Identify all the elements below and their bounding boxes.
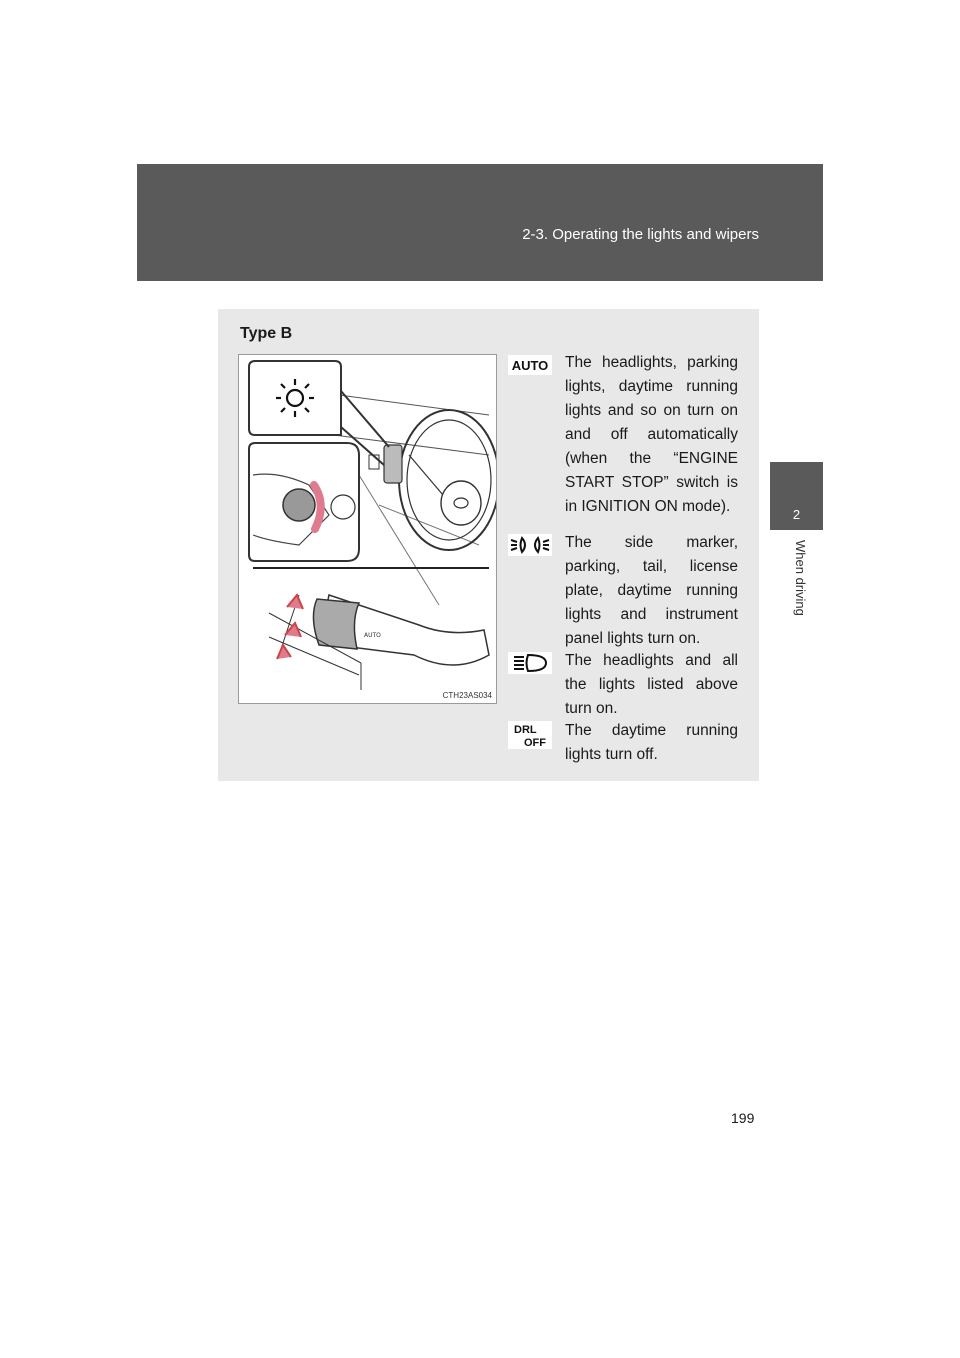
item-description: The headlights, parking lights, daytime running lights and so on turn on and off automatically (when the “ENGINE START STOP” switch is in IGNITION ON mode). bbox=[565, 354, 738, 515]
item-description: The side marker, parking, tail, license plate, daytime running lights and instrument panel lights turn on. bbox=[565, 534, 738, 647]
light-switch-illustration bbox=[238, 354, 497, 704]
auto-icon bbox=[508, 353, 552, 377]
chapter-title: When driving bbox=[793, 540, 808, 616]
chapter-tab bbox=[770, 462, 823, 530]
item-description: The headlights and all the lights listed above turn on. bbox=[565, 652, 738, 717]
svg-text:AUTO: AUTO bbox=[511, 358, 549, 373]
headlight-icon bbox=[508, 651, 552, 675]
figure-code: CTH23AS034 bbox=[442, 691, 492, 700]
svg-text:AUTO: AUTO bbox=[364, 632, 381, 639]
side-marker-icon bbox=[508, 533, 552, 557]
item-description: The daytime running lights turn off. bbox=[565, 722, 738, 763]
type-b-panel bbox=[218, 309, 759, 781]
illustration-svg bbox=[239, 355, 496, 703]
chapter-number: 2 bbox=[792, 507, 801, 522]
page-number: 199 bbox=[731, 1110, 755, 1126]
header-band bbox=[137, 164, 823, 281]
panel-title: Type B bbox=[240, 325, 293, 342]
drl-off-icon bbox=[508, 721, 552, 749]
svg-text:DRL: DRL bbox=[514, 724, 537, 736]
section-title: 2-3. Operating the lights and wipers bbox=[522, 226, 759, 243]
svg-text:OFF: OFF bbox=[524, 737, 546, 749]
